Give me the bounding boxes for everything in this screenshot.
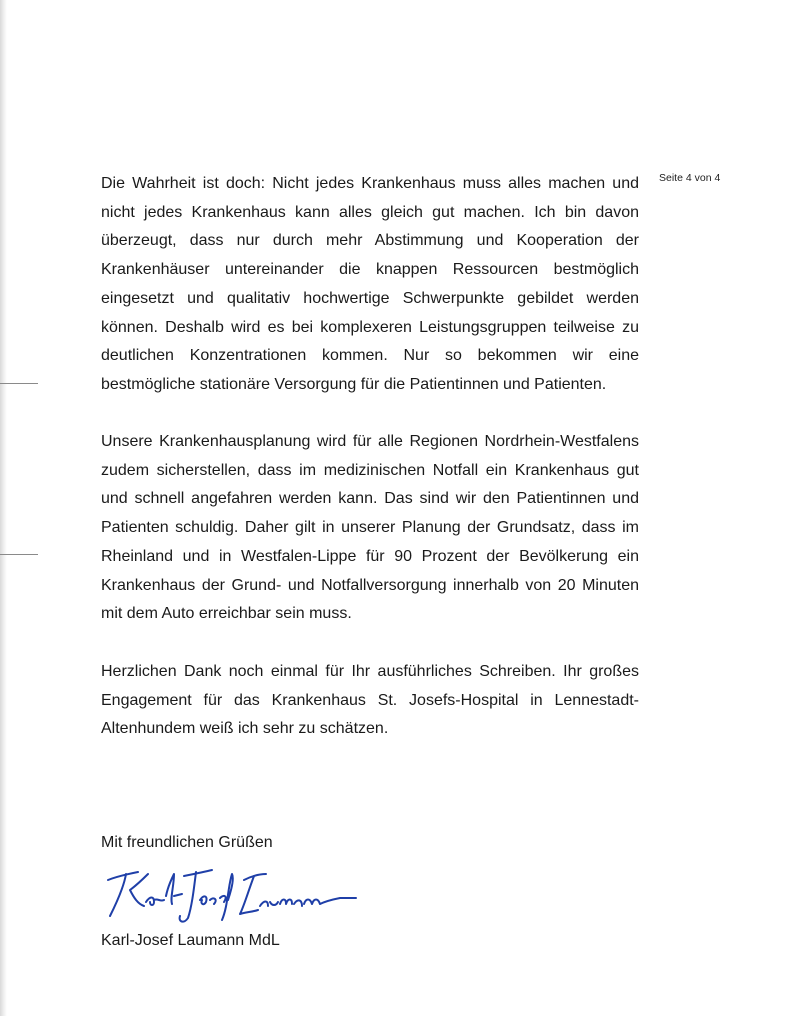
page-edge-shadow [0,0,7,1016]
signer-name: Karl-Josef Laumann MdL [101,932,280,949]
closing-greeting: Mit freundlichen Grüßen [101,834,273,851]
fold-mark-lower [0,554,38,555]
fold-mark-upper [0,383,38,384]
paragraph-2: Unsere Krankenhausplanung wird für alle Regionen Nordrhein-Westfalens zudem sicherstellen, dass im medizinischen Notfall ein Krankenhaus gut und schnell angefahren werden kann. Das sind wir den Patientinnen und Patienten schuldig. Daher gilt in unserer Planung der Grundsatz, dass im Rheinland und in Westfalen-Lippe für 90 Prozent der Bevölkerung ein Krankenhaus der Grund- und Notfallversorgung innerhalb von 20 Minuten mit dem Auto erreichbar sein muss. [101,433,639,623]
page-number: Seite 4 von 4 [659,172,721,184]
handwritten-signature [104,866,360,926]
paragraph-1: Die Wahrheit ist doch: Nicht jedes Krankenhaus muss alles machen und nicht jedes Krankenhaus kann alles gleich gut machen. Ich bin davon überzeugt, dass nur durch mehr Abstimmung und Kooperation der Krankenhäuser untereinander die knappen Ressourcen bestmöglich eingesetzt und qualitativ hochwertige Schwerpunkte gebildet werden können. Deshalb wird es bei komplexeren Leistungsgruppen teilweise zu deutlichen Konzentrationen kommen. Nur so bekommen wir eine bestmögliche stationäre Versorgung für die Patientinnen und Patienten. [101,175,639,393]
paragraph-3: Herzlichen Dank noch einmal für Ihr ausführliches Schreiben. Ihr großes Engagement für das Krankenhaus St. Josefs-Hospital in Lennestadt-Altenhundem weiß ich sehr zu schätzen. [101,663,639,738]
